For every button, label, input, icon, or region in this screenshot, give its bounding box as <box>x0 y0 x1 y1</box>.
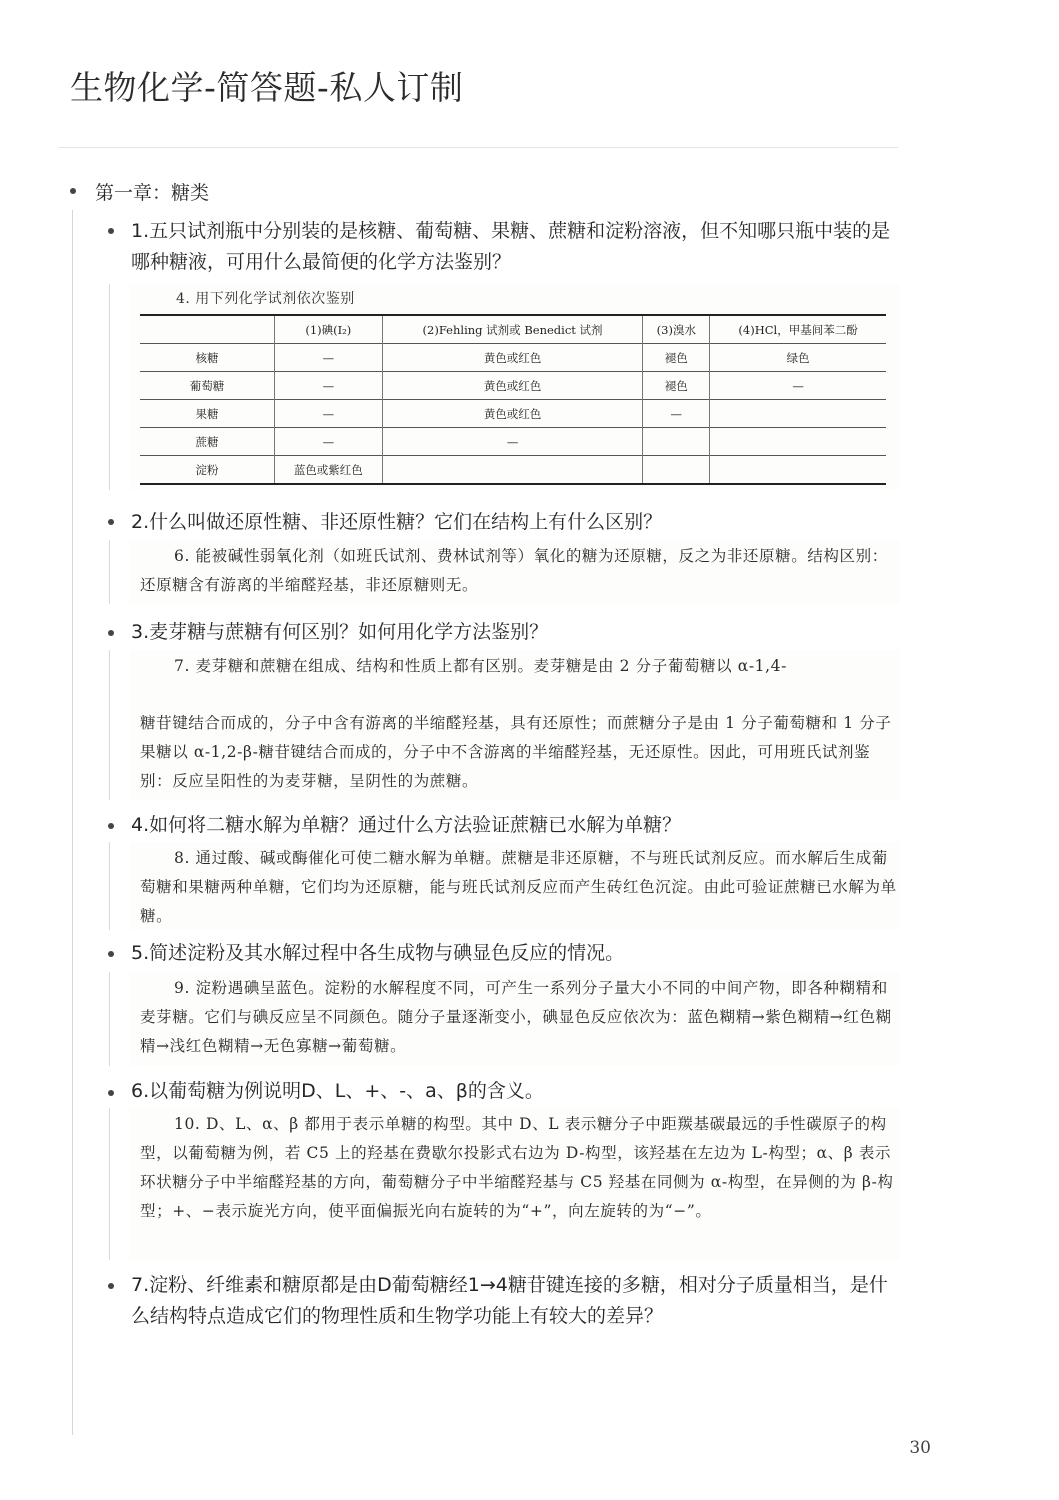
answer-guide-line <box>109 540 110 604</box>
question-number: 4. <box>131 814 150 836</box>
table-cell: — <box>275 428 383 456</box>
table-row <box>140 400 886 428</box>
chapter-heading[interactable]: 第一章：糖类 <box>95 182 210 204</box>
table-header: (1)碘(I₂) <box>275 315 383 344</box>
table-header: (3)溴水 <box>643 315 710 344</box>
question-text: 麦芽糖与蔗糖有何区别？如何用化学方法鉴别？ <box>149 621 549 643</box>
table-header <box>140 315 275 344</box>
answer-text: 10. D、L、α、β 都用于表示单糖的构型。其中 D、L 表示糖分子中距羰基碳最远的手性碳原子的构型，以葡萄糖为例，若 C5 上的羟基在费歇尔投影式右边为 D-构型，该羟基在左边为 L-构型；α、β 表示环状糖分子中半缩醛羟基的方向，葡萄糖分子中半缩醛羟基与 C5 羟基在同侧为 α-构型，在异侧的为 β-构型；+、−表示旋光方向，使平面偏振光向右旋转的为“+”，向左旋转的为“−”。 <box>140 1115 894 1220</box>
table-cell: 黄色或红色 <box>382 372 643 400</box>
question-6[interactable] <box>131 1076 901 1107</box>
question-number: 6. <box>131 1080 150 1102</box>
table-cell: 黄色或红色 <box>382 344 643 372</box>
question-2[interactable] <box>131 507 901 538</box>
table-header: (4)HCl，甲基间苯二酚 <box>710 315 886 344</box>
answer-guide-line <box>109 284 110 490</box>
question-bullet <box>108 823 114 829</box>
question-bullet <box>108 951 114 957</box>
answer-3-scan <box>130 650 900 800</box>
table-row <box>140 428 886 456</box>
table-cell <box>643 428 710 456</box>
table-cell: 褪色 <box>643 372 710 400</box>
answer-guide-line <box>109 650 110 800</box>
question-text: 如何将二糖水解为单糖？通过什么方法验证蔗糖已水解为单糖？ <box>149 814 682 836</box>
question-bullet <box>108 630 114 636</box>
question-number: 1. <box>131 220 150 242</box>
question-1[interactable] <box>131 216 901 278</box>
table-cell: 黄色或红色 <box>382 400 643 428</box>
question-number: 5. <box>131 942 150 964</box>
answer-guide-line <box>109 1108 110 1260</box>
table-cell: 蓝色或紫红色 <box>275 456 383 485</box>
question-text: 五只试剂瓶中分别装的是核糖、葡萄糖、果糖、蔗糖和淀粉溶液，但不知哪只瓶中装的是哪种糖液，可用什么最简便的化学方法鉴别？ <box>131 220 891 273</box>
table-cell <box>382 456 643 485</box>
question-number: 7. <box>131 1274 150 1296</box>
answer-5-scan <box>130 972 900 1066</box>
answer-2-scan <box>130 540 900 604</box>
question-bullet <box>108 1090 114 1096</box>
table-cell: — <box>275 400 383 428</box>
table-cell: 淀粉 <box>140 456 275 485</box>
question-7[interactable] <box>131 1270 901 1332</box>
question-text: 淀粉、纤维素和糖原都是由D葡萄糖经1→4糖苷键连接的多糖，相对分子质量相当，是什么结构特点造成它们的物理性质和生物学功能上有较大的差异？ <box>131 1274 888 1327</box>
table-cell: 核糖 <box>140 344 275 372</box>
answer-1-scan <box>130 284 900 490</box>
question-number: 2. <box>131 511 150 533</box>
table-cell: — <box>275 344 383 372</box>
question-4[interactable] <box>131 810 901 841</box>
table-header: (2)Fehling 试剂或 Benedict 试剂 <box>382 315 643 344</box>
answer-text: 7. 麦芽糖和蔗糖在组成、结构和性质上都有区别。麦芽糖是由 2 分子葡萄糖以 α-1,4- <box>174 657 787 675</box>
table-cell: 果糖 <box>140 400 275 428</box>
table-cell <box>643 456 710 485</box>
table-cell: — <box>643 400 710 428</box>
question-5[interactable] <box>131 938 901 969</box>
answer-caption: 4. 用下列化学试剂依次鉴别 <box>176 291 355 307</box>
question-number: 3. <box>131 621 150 643</box>
question-text: 什么叫做还原性糖、非还原性糖？它们在结构上有什么区别？ <box>149 511 663 533</box>
answer-text: 8. 通过酸、碱或酶催化可使二糖水解为单糖。蔗糖是非还原糖，不与班氏试剂反应。而水解后生成葡萄糖和果糖两种单糖，它们均为还原糖，能与班氏试剂反应而产生砖红色沉淀。由此可验证蔗糖已水解为单糖。 <box>140 849 897 925</box>
reagent-table <box>140 314 886 485</box>
answer-text-continued: 糖苷键结合而成的，分子中含有游离的半缩醛羟基，具有还原性；而蔗糖分子是由 1 分子葡萄糖和 1 分子果糖以 α-1,2-β-糖苷键结合而成的，分子中不含游离的半缩醛羟基，无还原性。因此，可用班氏试剂鉴别：反应呈阳性的为麦芽糖，呈阴性的为蔗糖。 <box>140 714 892 790</box>
table-cell: 绿色 <box>710 344 886 372</box>
page-title: 生物化学-简答题-私人订制 <box>70 68 464 107</box>
question-bullet <box>108 519 114 525</box>
question-3[interactable] <box>131 617 901 648</box>
answer-6-scan <box>130 1108 900 1260</box>
chapter-bullet <box>70 188 76 194</box>
page-number: 30 <box>909 1438 931 1458</box>
answer-guide-line <box>109 972 110 1066</box>
table-cell: — <box>275 372 383 400</box>
question-bullet <box>108 228 114 234</box>
answer-text: 6. 能被碱性弱氧化剂（如班氏试剂、费林试剂等）氧化的糖为还原糖，反之为非还原糖。结构区别：还原糖含有游离的半缩醛羟基，非还原糖则无。 <box>140 547 888 594</box>
question-bullet <box>108 1283 114 1289</box>
table-cell <box>710 456 886 485</box>
table-row <box>140 344 886 372</box>
table-cell: — <box>710 372 886 400</box>
table-cell: — <box>382 428 643 456</box>
table-header-row <box>140 315 886 344</box>
table-cell: 蔗糖 <box>140 428 275 456</box>
answer-guide-line <box>109 842 110 930</box>
table-cell <box>710 400 886 428</box>
question-text: 简述淀粉及其水解过程中各生成物与碘显色反应的情况。 <box>149 942 625 964</box>
answer-4-scan <box>130 842 900 930</box>
table-cell: 褪色 <box>643 344 710 372</box>
title-divider <box>58 147 898 148</box>
table-row <box>140 372 886 400</box>
answer-text: 9. 淀粉遇碘呈蓝色。淀粉的水解程度不同，可产生一系列分子量大小不同的中间产物，即各种糊精和麦芽糖。它们与碘反应呈不同颜色。随分子量逐渐变小，碘显色反应依次为：蓝色糊精→紫色糊精→红色糊精→浅红色糊精→无色寡糖→葡萄糖。 <box>140 979 892 1055</box>
question-text: 以葡萄糖为例说明D、L、+、-、a、β的含义。 <box>149 1080 544 1102</box>
table-cell <box>710 428 886 456</box>
table-cell: 葡萄糖 <box>140 372 275 400</box>
outline-guide-line <box>72 210 73 1435</box>
table-row <box>140 456 886 485</box>
